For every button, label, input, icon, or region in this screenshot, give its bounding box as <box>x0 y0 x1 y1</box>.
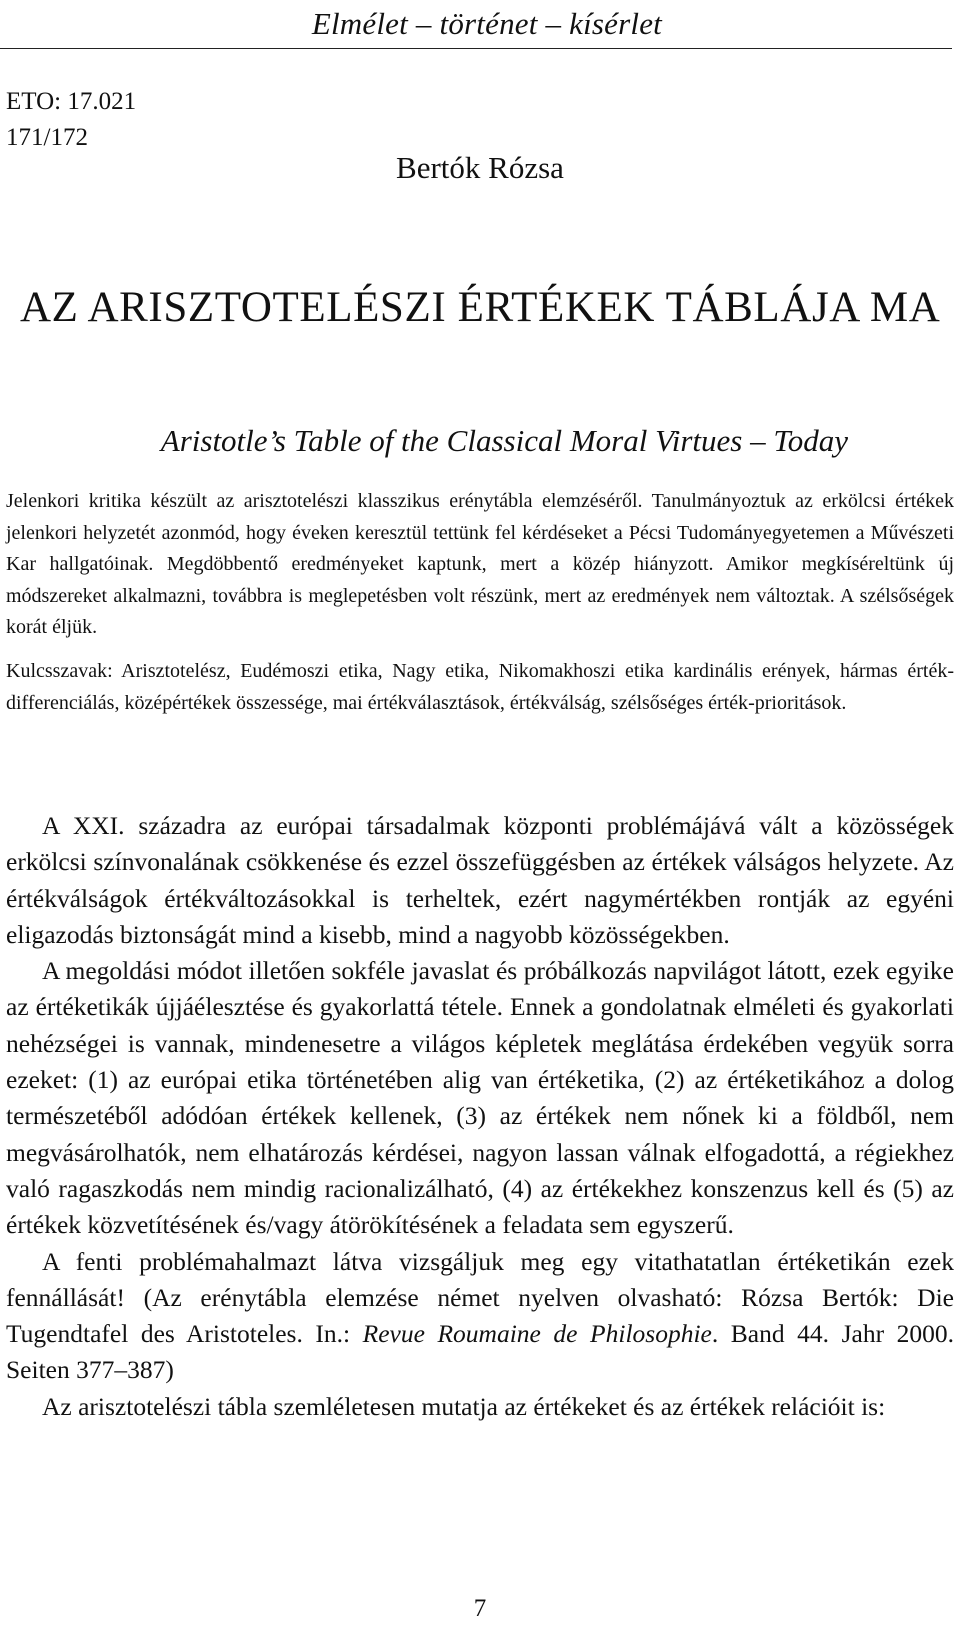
body-paragraph-3-text: A fenti problémahalmazt látva vizsgáljuk meg egy vitathatatlan értéketikán ezek fennállását! (Az erénytábla elemzése német nyelven olvasható: Rózsa Bertók: Die Tugendtafel des Aristoteles. In.: <box>6 1246 954 1349</box>
body-paragraph-3-citation: . Band 44. Jahr 2000. Seiten 377–387) <box>6 1319 954 1385</box>
article-subtitle: Aristotle’s Table of the Classical Moral Virtues – Today <box>160 423 848 458</box>
body-paragraph-4: Az arisztotelészi tábla szemléletesen mutatja az értékeket és az értékek relációit is: <box>42 1391 886 1421</box>
article-title: AZ ARISZTOTELÉSZI ÉRTÉKEK TÁBLÁJA MA <box>20 284 941 331</box>
journal-title: Revue Roumaine de Philosophie <box>362 1319 712 1349</box>
page-number: 7 <box>473 1595 487 1622</box>
article-body <box>6 808 954 1425</box>
running-head-text: Elmélet – történet – kísérlet <box>311 6 662 41</box>
running-head <box>0 0 952 49</box>
eto-classification <box>6 84 136 156</box>
keywords: Kulcsszavak: Arisztotelész, Eudémoszi etika, Nagy etika, Nikomakhoszi etika kardinális erények, hármas érték-differenciálás, középértékek összessége, mai értékválasztások, értékválság, szélsőséges érték-prioritások. <box>6 660 954 714</box>
body-paragraph-1: A XXI. századra az európai társadalmak központi problémájává vált a közösségek erkölcsi színvonalának csökkenése és ezzel összefüggésben az értékek válságos helyzete. Az értékválságok értékváltozásokkal is terheltek, ezért nagymértékben rontják az egyéni eligazodás biztonságát mind a kisebb, mind a nagyobb közösségekben. <box>6 811 954 949</box>
body-paragraph-3 <box>6 1244 954 1389</box>
author-name: Bertók Rózsa <box>396 150 564 185</box>
eto-subcode: 171/172 <box>6 124 88 151</box>
abstract: Jelenkori kritika készült az arisztotelészi klasszikus erénytábla elemzéséről. Tanulmányoztuk az erkölcsi értékek jelenkori helyzetét azonmód, hogy éveken keresztül tettünk fel kérdéseket a Pécsi Tudományegyetemen a Művészeti Kar hallgatóinak. Megdöbbentő eredményeket kaptunk, mert a közép hiányzott. Amikor megkíséreltünk új módszereket alkalmazni, továbbra is meglepetésben volt részünk, mert az eredmények nem változtak. A szélsőségek korát éljük. <box>6 490 954 638</box>
body-paragraph-2: A megoldási módot illetően sokféle javaslat és próbálkozás napvilágot látott, ezek egyike az értéketikák újjáélesztése és gyakorlattá tétele. Ennek a gondolatnak elméleti és gyakorlati nehézségei is vannak, mindenesetre a világos képletek meglátása érdekében vegyük sorra ezeket: (1) az európai etika történetében alig van értéketika, (2) az értéketikához a dolog természetéből adódóan értékek kellenek, (3) az értékek nem nőnek ki a földből, nem megvásárolhatók, nem elhatározás kérdései, nagyon lassan válnak elfogadottá, a régiekhez való ragaszkodás nem mindig racionalizálható, (4) az értékekhez konszenzus kell és (5) az értékek közvetítésének és/vagy átörökítésének a feladata sem egyszerű. <box>6 956 954 1240</box>
eto-code: ETO: 17.021 <box>6 88 137 115</box>
